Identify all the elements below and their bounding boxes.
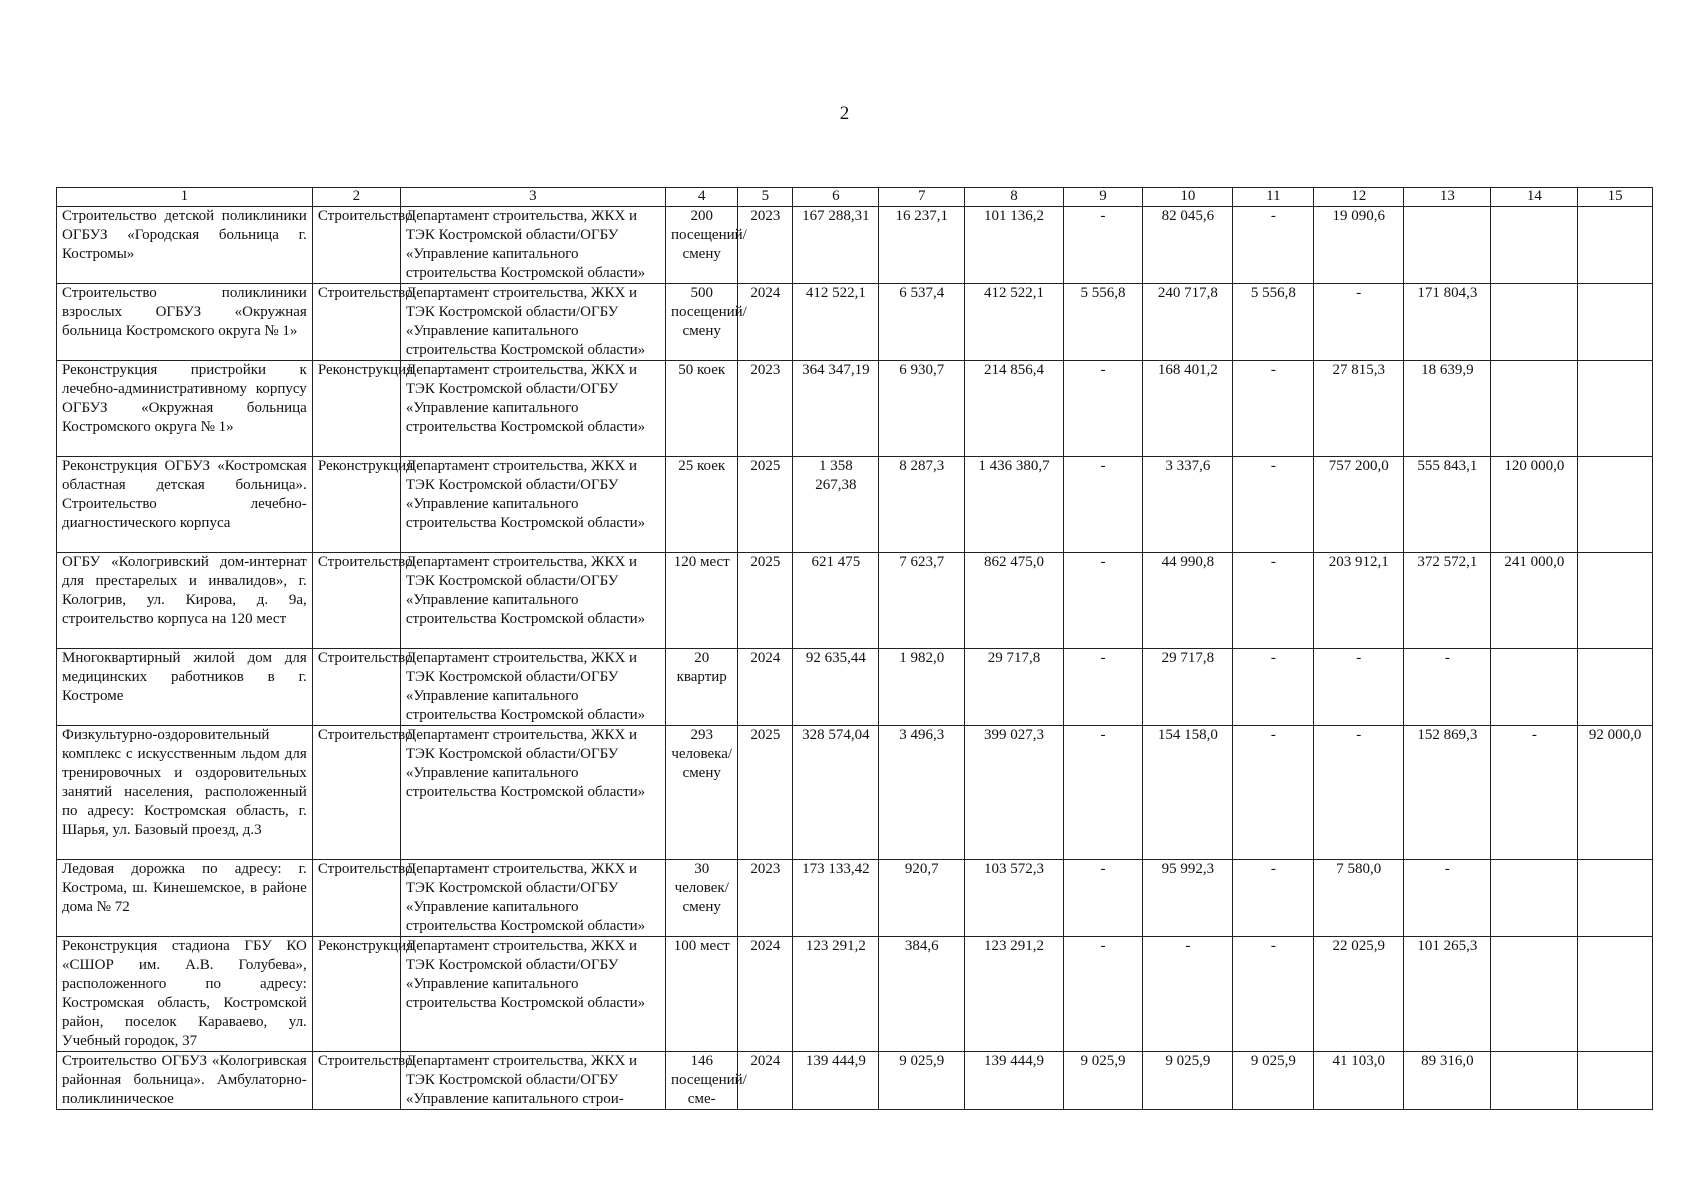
- value-cell: [1578, 553, 1653, 649]
- table-row: [57, 361, 1653, 457]
- value-cell: 203 912,1: [1314, 553, 1404, 649]
- object-name-cell: ОГБУ «Кологривский дом-интернат для престарелых и инвалидов», г. Кологрив, ул. Кирова, д. 9а, строительство корпуса на 120 мест: [57, 553, 313, 649]
- value-cell: 120 000,0: [1491, 457, 1578, 553]
- column-number: 11: [1233, 188, 1314, 207]
- capacity-cell: 293 человека/смену: [665, 726, 737, 860]
- value-cell: 101 265,3: [1404, 937, 1491, 1052]
- value-cell: [1578, 1052, 1653, 1110]
- value-cell: 29 717,8: [965, 649, 1063, 726]
- value-cell: [1578, 207, 1653, 284]
- value-cell: 92 635,44: [793, 649, 879, 726]
- value-cell: [1578, 284, 1653, 361]
- value-cell: -: [1233, 553, 1314, 649]
- object-name-cell: Строительство поликлиники взрослых ОГБУЗ «Окружная больница Костромского округа № 1»: [57, 284, 313, 361]
- object-name-cell: Многоквартирный жилой дом для медицинских работников в г. Костроме: [57, 649, 313, 726]
- value-cell: 214 856,4: [965, 361, 1063, 457]
- value-cell: [1578, 457, 1653, 553]
- value-cell: [1491, 284, 1578, 361]
- value-cell: 9 025,9: [1233, 1052, 1314, 1110]
- column-number: 7: [879, 188, 965, 207]
- value-cell: -: [1314, 726, 1404, 860]
- capacity-cell: 50 коек: [665, 361, 737, 457]
- value-cell: 27 815,3: [1314, 361, 1404, 457]
- value-cell: 139 444,9: [965, 1052, 1063, 1110]
- value-cell: 384,6: [879, 937, 965, 1052]
- customer-cell: Департамент строительства, ЖКХ и ТЭК Костромской области/ОГБУ «Управление капитального строительства Костромской области»: [400, 726, 665, 860]
- customer-cell: Департамент строительства, ЖКХ и ТЭК Костромской области/ОГБУ «Управление капитального строительства Костромской области»: [400, 457, 665, 553]
- value-cell: -: [1063, 457, 1143, 553]
- value-cell: -: [1233, 860, 1314, 937]
- value-cell: [1578, 649, 1653, 726]
- year-cell: 2024: [738, 649, 793, 726]
- value-cell: -: [1233, 457, 1314, 553]
- customer-cell: Департамент строительства, ЖКХ и ТЭК Костромской области/ОГБУ «Управление капитального строительства Костромской области»: [400, 361, 665, 457]
- work-type-cell: Строительство: [312, 860, 400, 937]
- column-number: 8: [965, 188, 1063, 207]
- value-cell: 5 556,8: [1063, 284, 1143, 361]
- table-row: [57, 860, 1653, 937]
- object-name-cell: Строительство детской поликлиники ОГБУЗ «Городская больница г. Костромы»: [57, 207, 313, 284]
- table-row: [57, 1052, 1653, 1110]
- value-cell: 22 025,9: [1314, 937, 1404, 1052]
- year-cell: 2023: [738, 860, 793, 937]
- value-cell: -: [1233, 207, 1314, 284]
- value-cell: [1491, 361, 1578, 457]
- value-cell: 82 045,6: [1143, 207, 1233, 284]
- value-cell: 41 103,0: [1314, 1052, 1404, 1110]
- column-number: 10: [1143, 188, 1233, 207]
- value-cell: 8 287,3: [879, 457, 965, 553]
- value-cell: 621 475: [793, 553, 879, 649]
- value-cell: 139 444,9: [793, 1052, 879, 1110]
- capacity-cell: 200 посещений/смену: [665, 207, 737, 284]
- value-cell: [1491, 937, 1578, 1052]
- value-cell: -: [1404, 649, 1491, 726]
- work-type-cell: Строительство: [312, 726, 400, 860]
- value-cell: 92 000,0: [1578, 726, 1653, 860]
- construction-objects-table: [56, 187, 1653, 1110]
- work-type-cell: Реконструкция: [312, 361, 400, 457]
- value-cell: 152 869,3: [1404, 726, 1491, 860]
- customer-cell: Департамент строительства, ЖКХ и ТЭК Костромской области/ОГБУ «Управление капитального строительства Костромской области»: [400, 860, 665, 937]
- value-cell: -: [1233, 649, 1314, 726]
- value-cell: [1578, 937, 1653, 1052]
- value-cell: 1 358 267,38: [793, 457, 879, 553]
- year-cell: 2025: [738, 726, 793, 860]
- value-cell: -: [1233, 361, 1314, 457]
- object-name-cell: Реконструкция стадиона ГБУ КО «СШОР им. А.В. Голубева», расположенного по адресу: Костромская область, Костромской район, поселок Караваево, ул. Учебный городок, 37: [57, 937, 313, 1052]
- value-cell: -: [1233, 937, 1314, 1052]
- customer-cell: Департамент строительства, ЖКХ и ТЭК Костромской области/ОГБУ «Управление капитального строи-: [400, 1052, 665, 1110]
- value-cell: -: [1063, 937, 1143, 1052]
- table-row: [57, 457, 1653, 553]
- value-cell: -: [1063, 553, 1143, 649]
- value-cell: 1 436 380,7: [965, 457, 1063, 553]
- value-cell: 9 025,9: [1143, 1052, 1233, 1110]
- year-cell: 2024: [738, 937, 793, 1052]
- value-cell: -: [1233, 726, 1314, 860]
- column-number: 2: [312, 188, 400, 207]
- value-cell: 171 804,3: [1404, 284, 1491, 361]
- object-name-cell: Реконструкция пристройки к лечебно-административному корпусу ОГБУЗ «Окружная больница Костромского округа № 1»: [57, 361, 313, 457]
- value-cell: 19 090,6: [1314, 207, 1404, 284]
- value-cell: 399 027,3: [965, 726, 1063, 860]
- value-cell: -: [1063, 860, 1143, 937]
- value-cell: 6 537,4: [879, 284, 965, 361]
- value-cell: [1491, 860, 1578, 937]
- value-cell: [1578, 361, 1653, 457]
- value-cell: 173 133,42: [793, 860, 879, 937]
- table-row: [57, 937, 1653, 1052]
- work-type-cell: Строительство: [312, 207, 400, 284]
- value-cell: 16 237,1: [879, 207, 965, 284]
- value-cell: 1 982,0: [879, 649, 965, 726]
- capacity-cell: 120 мест: [665, 553, 737, 649]
- capacity-cell: 100 мест: [665, 937, 737, 1052]
- table-row: [57, 207, 1653, 284]
- value-cell: -: [1491, 726, 1578, 860]
- value-cell: 123 291,2: [793, 937, 879, 1052]
- customer-cell: Департамент строительства, ЖКХ и ТЭК Костромской области/ОГБУ «Управление капитального строительства Костромской области»: [400, 207, 665, 284]
- value-cell: 555 843,1: [1404, 457, 1491, 553]
- value-cell: 89 316,0: [1404, 1052, 1491, 1110]
- value-cell: 862 475,0: [965, 553, 1063, 649]
- value-cell: -: [1063, 726, 1143, 860]
- capacity-cell: 500 посещений/смену: [665, 284, 737, 361]
- year-cell: 2025: [738, 457, 793, 553]
- column-number: 13: [1404, 188, 1491, 207]
- value-cell: 240 717,8: [1143, 284, 1233, 361]
- value-cell: 757 200,0: [1314, 457, 1404, 553]
- column-number: 6: [793, 188, 879, 207]
- value-cell: 328 574,04: [793, 726, 879, 860]
- table-row: [57, 649, 1653, 726]
- object-name-cell: Ледовая дорожка по адресу: г. Кострома, ш. Кинешемское, в районе дома № 72: [57, 860, 313, 937]
- column-number: 4: [665, 188, 737, 207]
- value-cell: [1491, 207, 1578, 284]
- value-cell: 29 717,8: [1143, 649, 1233, 726]
- value-cell: 5 556,8: [1233, 284, 1314, 361]
- value-cell: 6 930,7: [879, 361, 965, 457]
- capacity-cell: 146 посещений/сме-: [665, 1052, 737, 1110]
- column-number: 9: [1063, 188, 1143, 207]
- value-cell: -: [1143, 937, 1233, 1052]
- table-row: [57, 284, 1653, 361]
- value-cell: -: [1063, 649, 1143, 726]
- capacity-cell: 25 коек: [665, 457, 737, 553]
- column-number: 14: [1491, 188, 1578, 207]
- column-number: 3: [400, 188, 665, 207]
- value-cell: 372 572,1: [1404, 553, 1491, 649]
- table-row: [57, 553, 1653, 649]
- table-row: [57, 726, 1653, 860]
- value-cell: 7 580,0: [1314, 860, 1404, 937]
- work-type-cell: Строительство: [312, 553, 400, 649]
- value-cell: 154 158,0: [1143, 726, 1233, 860]
- value-cell: -: [1063, 207, 1143, 284]
- work-type-cell: Строительство: [312, 284, 400, 361]
- work-type-cell: Строительство: [312, 1052, 400, 1110]
- value-cell: 168 401,2: [1143, 361, 1233, 457]
- value-cell: -: [1314, 284, 1404, 361]
- work-type-cell: Реконструкция: [312, 937, 400, 1052]
- value-cell: 412 522,1: [793, 284, 879, 361]
- customer-cell: Департамент строительства, ЖКХ и ТЭК Костромской области/ОГБУ «Управление капитального строительства Костромской области»: [400, 553, 665, 649]
- value-cell: 7 623,7: [879, 553, 965, 649]
- object-name-cell: Физкультурно-оздоровительный комплекс с искусственным льдом для тренировочных и оздоровительных занятий населения, расположенный по адресу: Костромская область, г. Шарья, ул. Базовый проезд, д.3: [57, 726, 313, 860]
- column-number: 12: [1314, 188, 1404, 207]
- value-cell: 103 572,3: [965, 860, 1063, 937]
- value-cell: 412 522,1: [965, 284, 1063, 361]
- column-number: 1: [57, 188, 313, 207]
- year-cell: 2024: [738, 1052, 793, 1110]
- customer-cell: Департамент строительства, ЖКХ и ТЭК Костромской области/ОГБУ «Управление капитального строительства Костромской области»: [400, 284, 665, 361]
- value-cell: 241 000,0: [1491, 553, 1578, 649]
- column-number: 15: [1578, 188, 1653, 207]
- value-cell: 167 288,31: [793, 207, 879, 284]
- customer-cell: Департамент строительства, ЖКХ и ТЭК Костромской области/ОГБУ «Управление капитального строительства Костромской области»: [400, 937, 665, 1052]
- value-cell: 920,7: [879, 860, 965, 937]
- column-number: 5: [738, 188, 793, 207]
- value-cell: 18 639,9: [1404, 361, 1491, 457]
- value-cell: 9 025,9: [879, 1052, 965, 1110]
- work-type-cell: Реконструкция: [312, 457, 400, 553]
- value-cell: [1404, 207, 1491, 284]
- value-cell: -: [1063, 361, 1143, 457]
- year-cell: 2023: [738, 207, 793, 284]
- value-cell: 101 136,2: [965, 207, 1063, 284]
- year-cell: 2024: [738, 284, 793, 361]
- object-name-cell: Реконструкция ОГБУЗ «Костромская областная детская больница». Строительство лечебно-диагностического корпуса: [57, 457, 313, 553]
- value-cell: 3 496,3: [879, 726, 965, 860]
- year-cell: 2025: [738, 553, 793, 649]
- value-cell: [1491, 649, 1578, 726]
- value-cell: 95 992,3: [1143, 860, 1233, 937]
- value-cell: [1578, 860, 1653, 937]
- page-number: 2: [839, 103, 850, 124]
- customer-cell: Департамент строительства, ЖКХ и ТЭК Костромской области/ОГБУ «Управление капитального строительства Костромской области»: [400, 649, 665, 726]
- column-number-row: [57, 188, 1653, 207]
- value-cell: 3 337,6: [1143, 457, 1233, 553]
- value-cell: -: [1404, 860, 1491, 937]
- value-cell: 44 990,8: [1143, 553, 1233, 649]
- capacity-cell: 30 человек/смену: [665, 860, 737, 937]
- value-cell: -: [1314, 649, 1404, 726]
- value-cell: 123 291,2: [965, 937, 1063, 1052]
- object-name-cell: Строительство ОГБУЗ «Кологривская районная больница». Амбулаторно-поликлиническое: [57, 1052, 313, 1110]
- year-cell: 2023: [738, 361, 793, 457]
- work-type-cell: Строительство: [312, 649, 400, 726]
- value-cell: 364 347,19: [793, 361, 879, 457]
- capacity-cell: 20 квартир: [665, 649, 737, 726]
- value-cell: 9 025,9: [1063, 1052, 1143, 1110]
- value-cell: [1491, 1052, 1578, 1110]
